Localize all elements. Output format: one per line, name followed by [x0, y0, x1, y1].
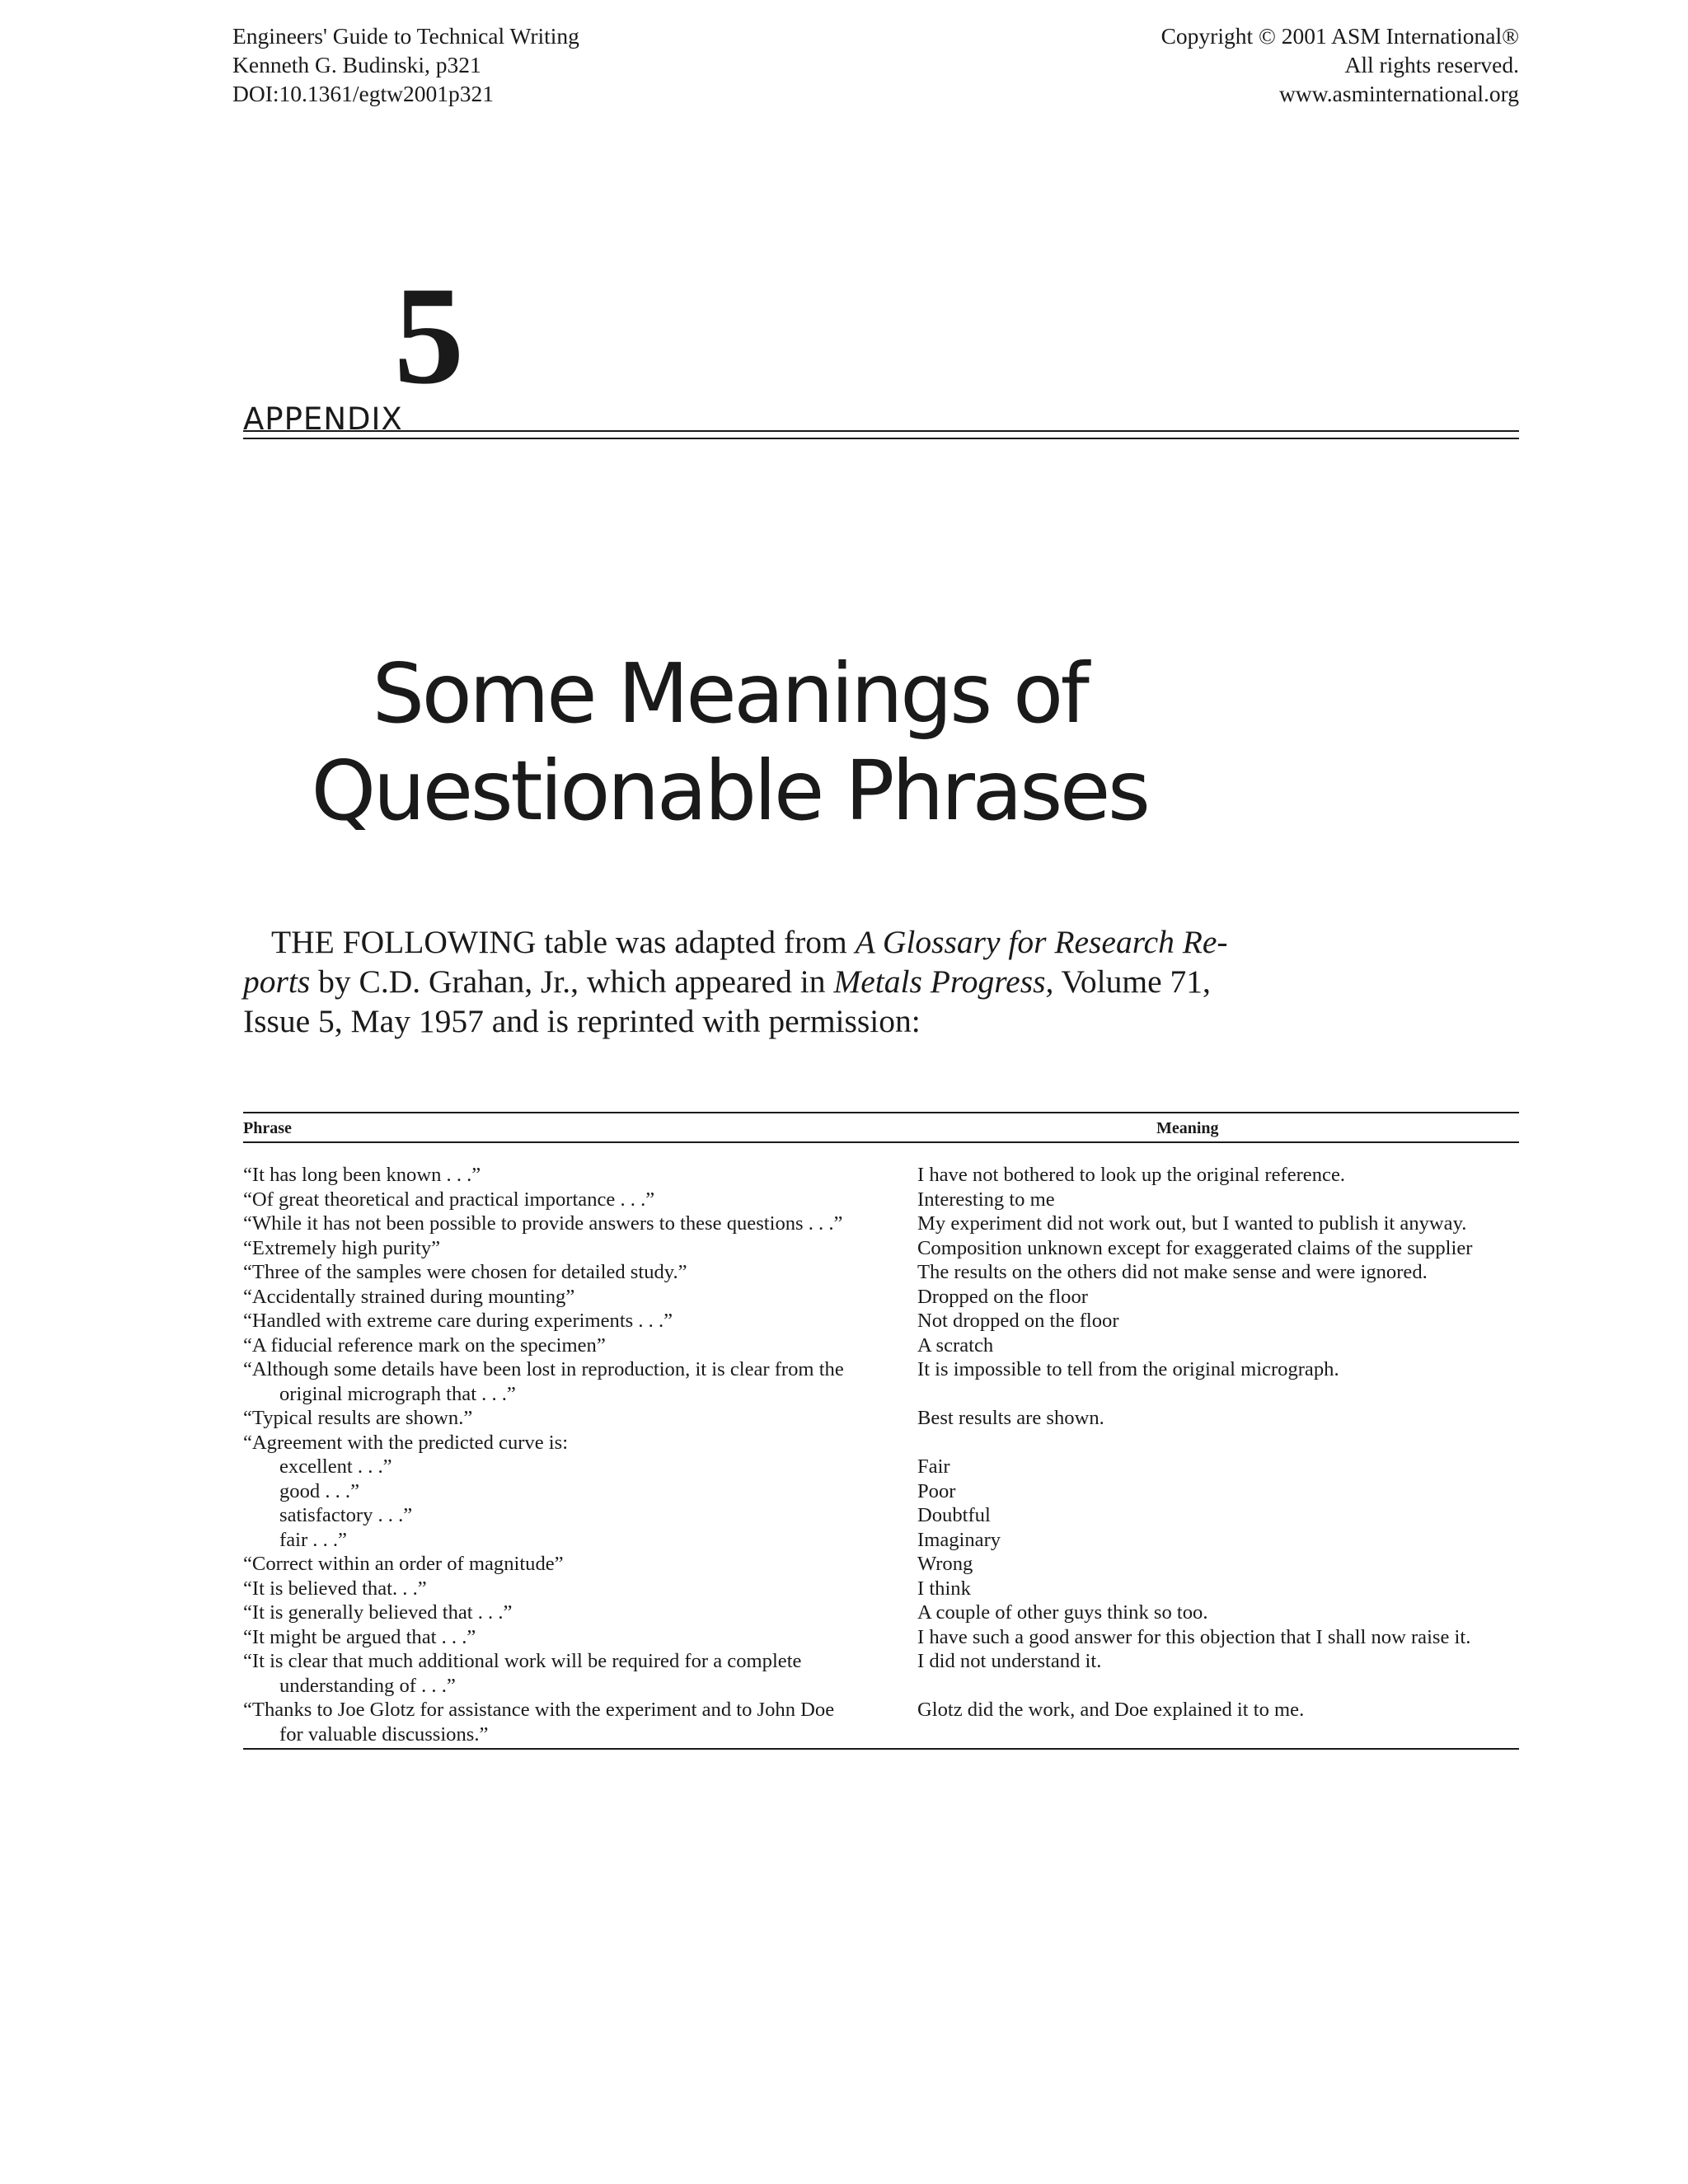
table-row — [243, 1479, 1519, 1504]
phrase-line: “While it has not been possible to provide answers to these questions . . .” — [243, 1212, 843, 1235]
author-page: Kenneth G. Budinski, p321 — [232, 52, 481, 77]
phrase-line: “Three of the samples were chosen for detailed study.” — [243, 1261, 687, 1283]
table-row — [243, 1577, 1519, 1601]
meaning-cell — [917, 1236, 1519, 1261]
meaning-text: My experiment did not work out, but I wanted to publish it anyway. — [917, 1212, 1467, 1235]
table-row — [243, 1528, 1519, 1553]
intro-text-1: THE FOLLOWING table was adapted from — [271, 924, 856, 960]
meaning-cell — [917, 1577, 1519, 1601]
meaning-cell — [917, 1333, 1519, 1358]
phrase-line: “Thanks to Joe Glotz for assistance with the experiment and to John Doe — [243, 1699, 835, 1721]
meaning-cell — [917, 1552, 1519, 1577]
meaning-text: The results on the others did not make sense and were ignored. — [917, 1261, 1428, 1283]
meaning-cell — [917, 1357, 1519, 1406]
table-row — [243, 1503, 1519, 1528]
column-header-phrase: Phrase — [243, 1119, 292, 1137]
meaning-text: Wrong — [917, 1553, 973, 1575]
phrase-line: “Of great theoretical and practical importance . . .” — [243, 1188, 655, 1211]
phrase-line: “It is clear that much additional work will be required for a complete — [243, 1650, 802, 1672]
phrase-line: “Accidentally strained during mounting” — [243, 1285, 575, 1308]
meaning-cell — [917, 1625, 1519, 1650]
intro-glossary-title-a: A Glossary for Research Re- — [855, 924, 1228, 960]
page-title — [243, 645, 1216, 840]
table-row — [243, 1333, 1519, 1358]
phrase-cell — [243, 1601, 917, 1625]
table-row — [243, 1285, 1519, 1310]
phrase-line: good . . .” — [279, 1479, 359, 1502]
phrase-line: “Typical results are shown.” — [243, 1407, 473, 1429]
phrase-cell — [243, 1188, 917, 1212]
table-row — [243, 1698, 1519, 1746]
intro-journal-title: Metals Progress, — [833, 963, 1054, 1000]
phrase-line: “It is generally believed that . . .” — [243, 1601, 513, 1624]
phrase-line: original micrograph that . . .” — [279, 1382, 516, 1405]
phrase-line: “It has long been known . . .” — [243, 1164, 481, 1186]
phrase-line: “Although some details have been lost in reproduction, it is clear from the — [243, 1358, 844, 1380]
phrase-cell — [243, 1503, 917, 1528]
title-line-1: Some Meanings of — [372, 645, 1087, 742]
table-row — [243, 1431, 1519, 1455]
phrase-cell — [243, 1528, 917, 1553]
meaning-text: I have such a good answer for this objection that I shall now raise it. — [917, 1625, 1471, 1648]
phrase-cell — [243, 1698, 917, 1746]
table-row — [243, 1188, 1519, 1212]
meaning-text: I think — [917, 1577, 971, 1600]
meaning-text: A couple of other guys think so too. — [917, 1601, 1208, 1624]
heading-rule-thin — [243, 438, 1519, 439]
intro-text-2: by C.D. Grahan, Jr., which appeared in — [310, 963, 834, 1000]
phrase-line: “Correct within an order of magnitude” — [243, 1553, 564, 1575]
phrase-cell — [243, 1212, 917, 1236]
phrase-cell — [243, 1479, 917, 1504]
phrases-table — [243, 1112, 1519, 1750]
phrase-cell — [243, 1285, 917, 1310]
phrase-line: “Handled with extreme care during experiments . . .” — [243, 1310, 673, 1332]
meaning-text: I have not bothered to look up the original reference. — [917, 1164, 1346, 1186]
table-row — [243, 1625, 1519, 1650]
table-bottom-rule — [243, 1748, 1519, 1750]
meaning-cell — [917, 1479, 1519, 1504]
meaning-cell — [917, 1503, 1519, 1528]
phrase-cell — [243, 1577, 917, 1601]
meaning-text: It is impossible to tell from the original micrograph. — [917, 1358, 1339, 1380]
meaning-text: Glotz did the work, and Doe explained it to me. — [917, 1699, 1305, 1721]
phrase-cell — [243, 1357, 917, 1406]
phrase-cell — [243, 1552, 917, 1577]
meaning-text: A scratch — [917, 1333, 994, 1357]
table-row — [243, 1357, 1519, 1406]
meaning-text: Doubtful — [917, 1504, 991, 1526]
intro-text-4: Issue 5, May 1957 and is reprinted with permission: — [243, 1003, 921, 1039]
phrase-cell — [243, 1406, 917, 1431]
appendix-heading — [243, 258, 1519, 437]
phrase-cell — [243, 1431, 917, 1455]
phrase-line: understanding of . . .” — [279, 1674, 456, 1697]
phrase-line: “Extremely high purity” — [243, 1236, 441, 1259]
phrase-line: excellent . . .” — [279, 1455, 392, 1478]
phrase-line: “Agreement with the predicted curve is: — [243, 1431, 569, 1454]
table-row — [243, 1212, 1519, 1236]
meaning-text: Composition unknown except for exaggerated claims of the supplier — [917, 1236, 1473, 1259]
phrase-cell — [243, 1333, 917, 1358]
meaning-cell — [917, 1698, 1519, 1746]
phrase-line: “It might be argued that . . .” — [243, 1625, 476, 1648]
table-row — [243, 1260, 1519, 1285]
phrase-cell — [243, 1309, 917, 1333]
phrase-line: “It is believed that. . .” — [243, 1577, 427, 1600]
meaning-text: Poor — [917, 1479, 956, 1502]
table-row — [243, 1236, 1519, 1261]
meaning-cell — [917, 1163, 1519, 1188]
table-row — [243, 1406, 1519, 1431]
table-row — [243, 1163, 1519, 1188]
table-row — [243, 1649, 1519, 1698]
table-row — [243, 1601, 1519, 1625]
appendix-number: 5 — [394, 258, 464, 413]
phrase-cell — [243, 1455, 917, 1479]
intro-paragraph — [243, 922, 1232, 1041]
meaning-cell — [917, 1212, 1519, 1236]
meaning-cell — [917, 1431, 1519, 1455]
heading-rule-thick — [243, 430, 1519, 432]
meaning-text: Fair — [917, 1455, 950, 1478]
table-row — [243, 1455, 1519, 1479]
title-line-2: Questionable Phrases — [311, 743, 1148, 839]
phrase-line: “A fiducial reference mark on the specimen” — [243, 1333, 606, 1357]
running-header-left — [232, 21, 579, 108]
meaning-text: Interesting to me — [917, 1188, 1055, 1211]
running-header-right — [1161, 21, 1519, 108]
meaning-cell — [917, 1285, 1519, 1310]
table-body — [243, 1143, 1519, 1748]
phrase-cell — [243, 1260, 917, 1285]
phrase-cell — [243, 1649, 917, 1698]
phrase-cell — [243, 1236, 917, 1261]
publisher-url: www.asminternational.org — [1279, 81, 1519, 106]
meaning-cell — [917, 1188, 1519, 1212]
meaning-cell — [917, 1601, 1519, 1625]
meaning-text: Best results are shown. — [917, 1407, 1104, 1429]
meaning-text: Dropped on the floor — [917, 1285, 1088, 1308]
meaning-cell — [917, 1649, 1519, 1698]
book-title: Engineers' Guide to Technical Writing — [232, 23, 579, 49]
phrase-line: satisfactory . . .” — [279, 1504, 413, 1526]
copyright: Copyright © 2001 ASM International® — [1160, 23, 1519, 49]
meaning-cell — [917, 1406, 1519, 1431]
meaning-text: Not dropped on the floor — [917, 1310, 1119, 1332]
table-header — [243, 1113, 1519, 1141]
doi: DOI:10.1361/egtw2001p321 — [232, 81, 494, 106]
column-header-meaning: Meaning — [1156, 1119, 1219, 1137]
table-row — [243, 1552, 1519, 1577]
intro-text-3: Volume 71, — [1053, 963, 1211, 1000]
meaning-cell — [917, 1455, 1519, 1479]
phrase-line: fair . . .” — [279, 1528, 347, 1551]
meaning-text: I did not understand it. — [917, 1650, 1102, 1672]
phrase-cell — [243, 1625, 917, 1650]
intro-glossary-title-b: ports — [243, 963, 311, 1000]
appendix-label: APPENDIX — [243, 401, 403, 437]
meaning-cell — [917, 1260, 1519, 1285]
phrase-cell — [243, 1163, 917, 1188]
meaning-text: Imaginary — [917, 1528, 1001, 1551]
phrase-line: for valuable discussions.” — [279, 1722, 489, 1746]
rights: All rights reserved. — [1344, 52, 1519, 77]
table-row — [243, 1309, 1519, 1333]
meaning-cell — [917, 1309, 1519, 1333]
meaning-cell — [917, 1528, 1519, 1553]
